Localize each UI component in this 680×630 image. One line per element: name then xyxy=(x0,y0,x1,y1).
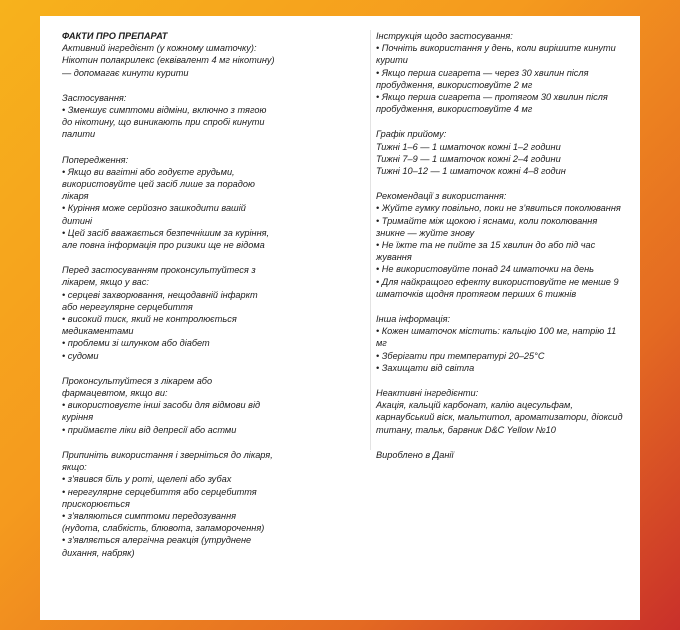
text-line: але повна інформація про ризики ще не відома xyxy=(62,240,265,251)
text-line: жування xyxy=(376,252,412,263)
text-line: Акація, кальцій карбонат, калію ацесульфам, xyxy=(376,400,573,411)
right-section-2 xyxy=(376,190,626,300)
text-line: мг xyxy=(376,338,387,349)
text-line: • Не використовуйте понад 24 шматочки на день xyxy=(376,264,594,275)
text-line: фармацевтом, якщо ви: xyxy=(62,388,168,399)
left-column xyxy=(62,30,317,572)
left-section-4 xyxy=(62,375,317,436)
text-line: • Зменшує симптоми відміни, включно з тягою xyxy=(62,105,267,116)
text-line: зникне — жуйте знову xyxy=(376,227,475,238)
text-line: Застосування: xyxy=(62,92,127,103)
text-line: куріння xyxy=(62,412,94,423)
text-line: • проблеми зі шлунком або діабет xyxy=(62,338,210,349)
text-line: • Куріння може серйозно зашкодити вашій xyxy=(62,203,246,214)
text-line: або нерегулярне серцебиття xyxy=(62,301,193,312)
right-section-4 xyxy=(376,387,626,436)
right-section-1 xyxy=(376,128,626,177)
text-line: Рекомендації з використання: xyxy=(376,191,507,202)
left-section-2 xyxy=(62,154,317,252)
text-line: Тижні 1–6 — 1 шматочок кожні 1–2 години xyxy=(376,141,561,152)
text-line: якщо: xyxy=(62,462,87,473)
text-line: • Якщо перша сигарета — протягом 30 хвилин після xyxy=(376,92,608,103)
text-line: Неактивні інгредієнти: xyxy=(376,388,479,399)
text-line: Припиніть використання і зверніться до лікаря, xyxy=(62,449,273,460)
right-column xyxy=(376,30,626,474)
left-section-5 xyxy=(62,449,317,559)
text-line: — допомагає кинути курити xyxy=(62,67,189,78)
text-line: • приймаєте ліки від депресії або астми xyxy=(62,424,237,435)
text-line: лікарем, якщо у вас: xyxy=(62,277,149,288)
text-line: • Не їжте та не пийте за 15 хвилин до або під час xyxy=(376,240,596,251)
text-line: (нудота, слабкість, блювота, запаморочення) xyxy=(62,523,265,534)
text-line: Інша інформація: xyxy=(376,314,451,325)
text-line: • Тримайте між щокою і яснами, коли поколювання xyxy=(376,215,598,226)
text-line: використовуйте цей засіб лише за порадою xyxy=(62,179,255,190)
column-divider xyxy=(370,30,371,450)
text-line: Графік прийому: xyxy=(376,129,447,140)
text-line: • Почніть використання у день, коли вирішите кинути xyxy=(376,43,616,54)
text-line: Попередження: xyxy=(62,154,129,165)
text-line: • використовуєте інші засоби для відмови від xyxy=(62,400,261,411)
text-line: • Кожен шматочок містить: кальцію 100 мг, натрію 11 xyxy=(376,326,617,337)
text-line: • судоми xyxy=(62,350,99,361)
text-line: Інструкція щодо застосування: xyxy=(376,31,513,41)
left-section-3 xyxy=(62,264,317,362)
text-line: палити xyxy=(62,129,96,140)
text-line: дитині xyxy=(62,215,93,226)
text-line: шматочків щодня протягом перших 6 тижнів xyxy=(376,288,577,299)
text-line: титану, тальк, барвник D&C Yellow №10 xyxy=(376,424,556,435)
text-line: • Якщо ви вагітні або годуєте грудьми, xyxy=(62,166,235,177)
text-line: • Жуйте гумку повільно, поки не з'явиться поколювання xyxy=(376,203,621,214)
section-title: ФАКТИ ПРО ПРЕПАРАТ xyxy=(62,31,168,41)
text-line: Перед застосуванням проконсультуйтеся з xyxy=(62,265,256,276)
text-line: Активний інгредієнт (у кожному шматочку): xyxy=(62,43,257,54)
text-line: Проконсультуйтеся з лікарем або xyxy=(62,375,213,386)
right-section-3 xyxy=(376,313,626,374)
text-line: • Зберігати при температурі 20–25°C xyxy=(376,350,545,361)
text-line: • серцеві захворювання, нещодавній інфаркт xyxy=(62,289,258,300)
text-line: Нікотин полакрилекс (еквівалент 4 мг нікотину) xyxy=(62,55,275,66)
text-line: Тижні 10–12 — 1 шматочок кожні 4–8 годин xyxy=(376,166,566,177)
right-section-0 xyxy=(376,30,626,115)
text-line: до нікотину, що виникають при спробі кинути xyxy=(62,117,265,128)
text-line: пробудження, використовуйте 4 мг xyxy=(376,104,533,115)
text-line: • Цей засіб вважається безпечнішим за куріння, xyxy=(62,227,270,238)
text-line: Вироблено в Данії xyxy=(376,449,454,460)
text-line: лікаря xyxy=(62,191,89,202)
text-line: • високий тиск, який не контролюється xyxy=(62,314,237,325)
text-line: • нерегулярне серцебиття або серцебиття xyxy=(62,486,257,497)
text-line: медикаментами xyxy=(62,326,134,337)
text-line: Тижні 7–9 — 1 шматочок кожні 2–4 години xyxy=(376,153,561,164)
left-section-1 xyxy=(62,92,317,141)
text-line: • з'являються симптоми передозування xyxy=(62,510,237,521)
text-line: пробудження, використовуйте 2 мг xyxy=(376,79,533,90)
left-section-0 xyxy=(62,30,317,79)
facts-sheet xyxy=(40,16,640,620)
text-line: • з'явився біль у роті, щелепі або зубах xyxy=(62,474,232,485)
text-line: дихання, набряк) xyxy=(62,547,135,558)
text-line: карнаубський віск, мальтитол, ароматизатори, діоксид xyxy=(376,412,623,423)
right-section-5 xyxy=(376,449,626,461)
text-line: прискорюється xyxy=(62,498,130,509)
text-line: • Якщо перша сигарета — через 30 хвилин після xyxy=(376,67,589,78)
text-line: • з'являється алергічна реакція (утруднене xyxy=(62,535,252,546)
text-line: курити xyxy=(376,55,408,66)
text-line: • Для найкращого ефекту використовуйте не менше 9 xyxy=(376,276,619,287)
text-line: • Захищати від світла xyxy=(376,362,475,373)
